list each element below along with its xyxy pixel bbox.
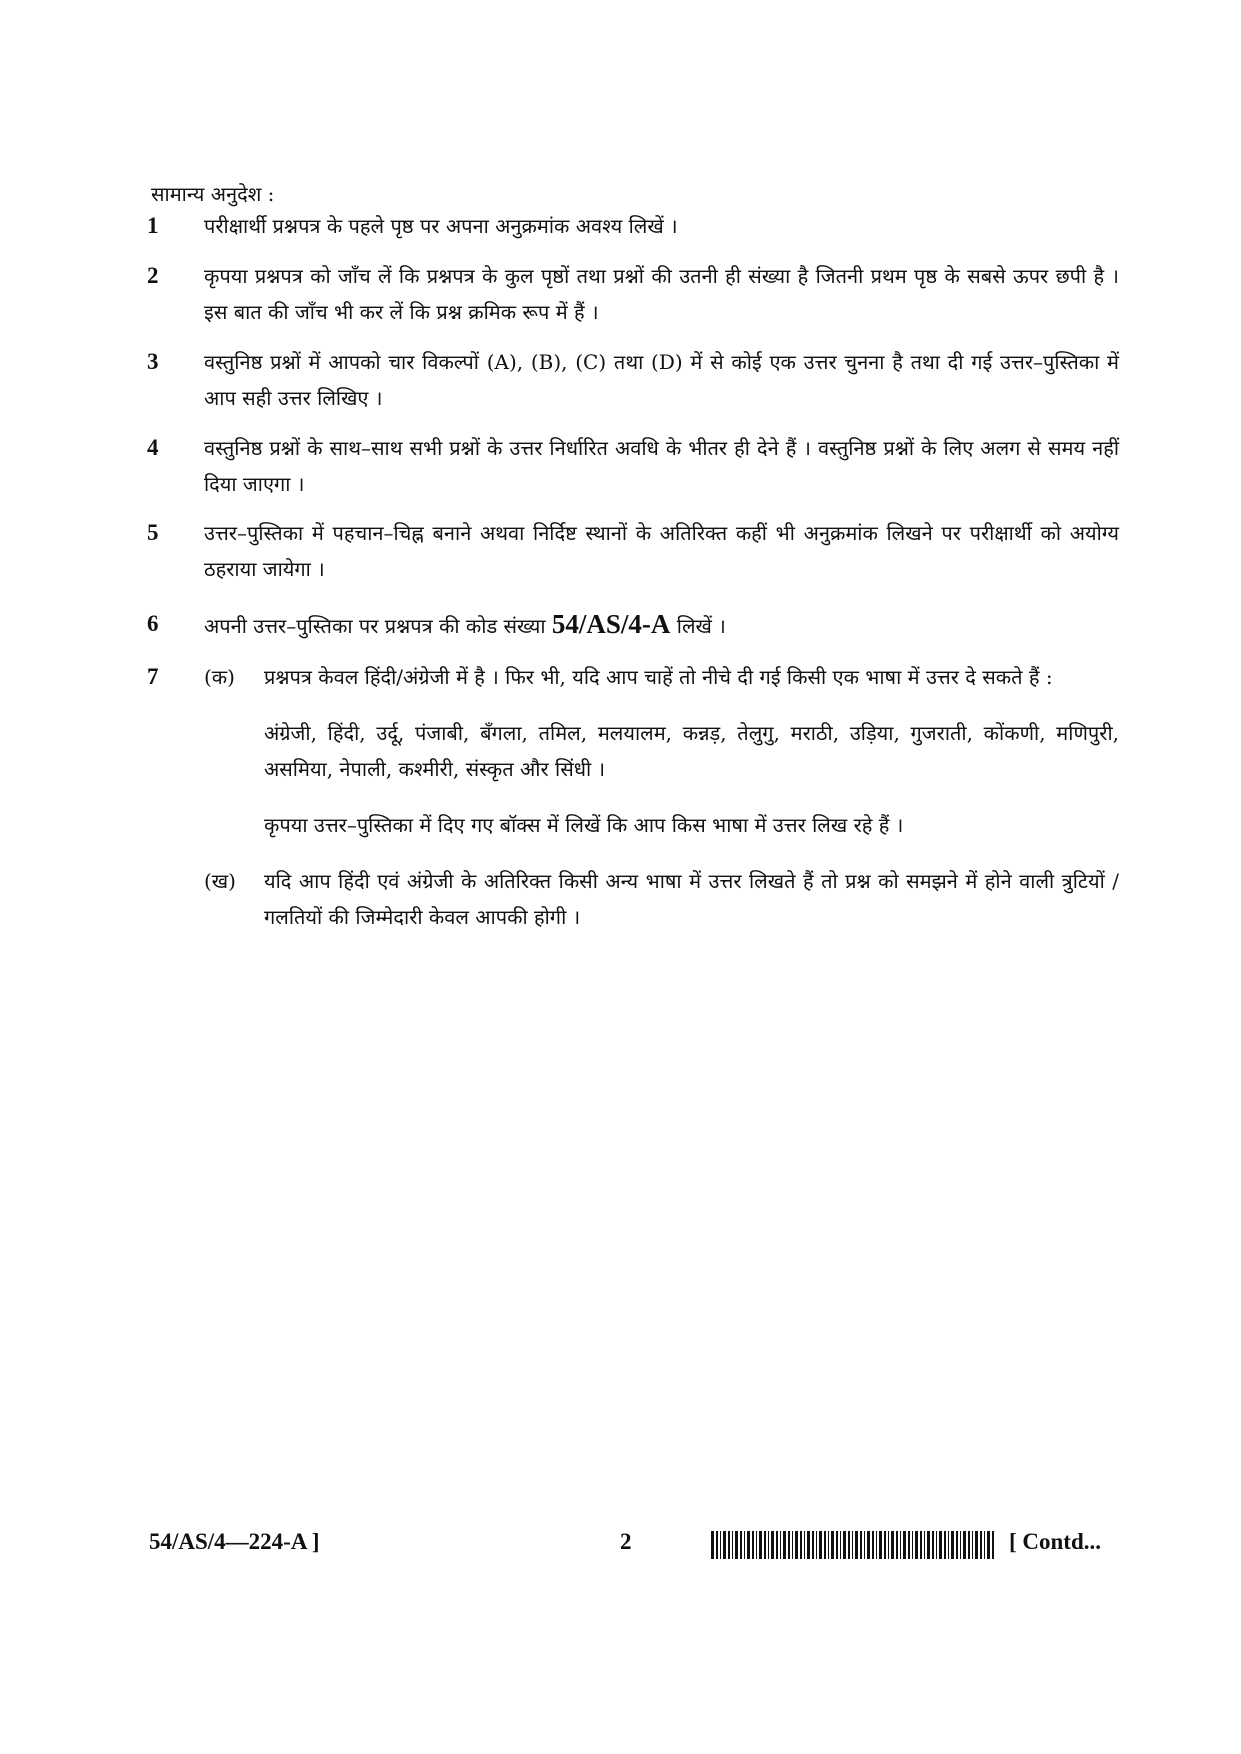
barcode-bar	[812, 1531, 814, 1559]
barcode-bar	[744, 1531, 745, 1559]
instruction-4	[147, 430, 1119, 502]
page-footer	[0, 1523, 1241, 1563]
barcode-bar	[860, 1531, 862, 1559]
barcode-bar	[828, 1531, 829, 1559]
question-paper-code: 54/AS/4-A	[551, 609, 671, 639]
instruction-number: 3	[147, 349, 159, 374]
instruction-number: 7	[147, 664, 159, 689]
instruction-text: वस्तुनिष्ठ प्रश्नों के साथ–साथ सभी प्रश्नों के उत्तर निर्धारित अवधि के भीतर ही देने हैं । वस्तुनिष्ठ प्रश्नों के लिए अलग से समय नहीं दिया जाएगा ।	[204, 436, 1119, 496]
sub-instruction-text: यदि आप हिंदी एवं अंग्रेजी के अतिरिक्त किसी अन्य भाषा में उत्तर लिखते हैं तो प्रश्न को समझने में होने वाली त्रुटियों / गलतियों की जिम्मेदारी केवल आपकी होगी ।	[264, 869, 1119, 929]
barcode-bar	[716, 1531, 718, 1559]
instruction-number: 1	[147, 213, 159, 238]
instruction-1	[147, 208, 1119, 244]
barcode-bar	[843, 1531, 846, 1559]
barcode-bar	[819, 1531, 822, 1559]
instruction-text-after: लिखें ।	[676, 614, 726, 638]
barcode-bar	[804, 1531, 805, 1559]
instruction-3	[147, 344, 1119, 416]
barcode-bar	[896, 1531, 898, 1559]
barcode-bar	[867, 1531, 870, 1559]
barcode-bar	[924, 1531, 925, 1559]
barcode-bar	[728, 1531, 730, 1559]
barcode-bar	[752, 1531, 754, 1559]
barcode-bar	[984, 1531, 985, 1559]
barcode-bar	[840, 1531, 841, 1559]
barcode-bar	[816, 1531, 817, 1559]
barcode-bar	[920, 1531, 922, 1559]
barcode-bar	[891, 1531, 894, 1559]
barcode-bar	[987, 1531, 990, 1559]
barcode-bar	[855, 1531, 858, 1559]
barcode-bar	[740, 1531, 742, 1559]
barcode-bar	[732, 1531, 733, 1559]
barcode-bar	[759, 1531, 762, 1559]
instruction-2	[147, 258, 1119, 330]
barcode-bar	[764, 1531, 766, 1559]
barcode-bar	[927, 1531, 930, 1559]
barcode-bar	[992, 1531, 994, 1559]
barcode-bar	[975, 1531, 978, 1559]
barcode-bar	[872, 1531, 874, 1559]
general-instructions-heading: सामान्य अनुदेश :	[151, 182, 275, 206]
barcode-bar	[980, 1531, 982, 1559]
sub-marker: (ख)	[204, 869, 236, 893]
barcode-bar	[824, 1531, 826, 1559]
barcode-bar	[888, 1531, 889, 1559]
barcode-bar	[807, 1531, 810, 1559]
barcode-bar	[783, 1531, 786, 1559]
instruction-number: 2	[147, 263, 159, 288]
barcode-bar	[884, 1531, 886, 1559]
barcode-bar	[968, 1531, 970, 1559]
barcode-bar	[836, 1531, 838, 1559]
barcode-bar	[795, 1531, 798, 1559]
instruction-text	[204, 606, 1119, 644]
page-number: 2	[620, 1529, 632, 1554]
barcode-bar	[848, 1531, 850, 1559]
barcode-bar	[723, 1531, 726, 1559]
barcode-bar	[776, 1531, 778, 1559]
barcode-icon	[711, 1531, 996, 1559]
barcode-bar	[747, 1531, 750, 1559]
barcode-bar	[956, 1531, 958, 1559]
barcode-bar	[912, 1531, 913, 1559]
sub-instruction-text: प्रश्नपत्र केवल हिंदी/अंग्रेजी में है । फिर भी, यदि आप चाहें तो नीचे दी गई किसी एक भाषा में उत्तर दे सकते हैं :	[264, 665, 1053, 689]
instruction-7	[147, 659, 1119, 935]
barcode-bar	[932, 1531, 934, 1559]
barcode-bar	[711, 1531, 714, 1559]
instruction-text: परीक्षार्थी प्रश्नपत्र के पहले पृष्ठ पर अपना अनुक्रमांक अवश्य लिखें ।	[204, 214, 678, 238]
instruction-text	[204, 659, 1119, 935]
language-list: अंग्रेजी, हिंदी, उर्दू, पंजाबी, बँगला, तमिल, मलयालम, कन्नड़, तेलुगु, मराठी, उड़िया, गुजराती, कोंकणी, मणिपुरी, असमिया, नेपाली, कश्मीरी, संस्कृत और सिंधी ।	[264, 721, 1119, 781]
paper-code-footer: 54/AS/4—224-A ]	[149, 1529, 320, 1554]
barcode-bar	[948, 1531, 949, 1559]
instruction-number: 5	[147, 520, 159, 545]
barcode-bar	[852, 1531, 853, 1559]
barcode-bar	[936, 1531, 937, 1559]
barcode-bar	[900, 1531, 901, 1559]
sub-instruction-b	[204, 863, 1119, 935]
barcode-bar	[792, 1531, 793, 1559]
sub-instruction-a	[204, 659, 1119, 843]
instruction-text: उत्तर–पुस्तिका में पहचान–चिह्न बनाने अथवा निर्दिष्ट स्थानों के अतिरिक्त कहीं भी अनुक्रमांक लिखने पर परीक्षार्थी को अयोग्य ठहराया जायेगा ।	[204, 521, 1119, 581]
barcode-bar	[963, 1531, 966, 1559]
continued-label: [ Contd...	[1009, 1529, 1102, 1554]
barcode-bar	[960, 1531, 961, 1559]
instruction-6	[147, 606, 1119, 644]
barcode-bar	[944, 1531, 946, 1559]
barcode-bar	[771, 1531, 774, 1559]
barcode-bar	[915, 1531, 918, 1559]
barcode-bar	[876, 1531, 877, 1559]
barcode-bar	[864, 1531, 865, 1559]
barcode-bar	[951, 1531, 954, 1559]
instruction-text: कृपया प्रश्नपत्र को जाँच लें कि प्रश्नपत्र के कुल पृष्ठों तथा प्रश्नों की उतनी ही संख्या है जितनी प्रथम पृष्ठ के सबसे ऊपर छपी है । इस बात की जाँच भी कर लें कि प्रश्न क्रमिक रूप में हैं ।	[204, 264, 1119, 324]
barcode-bar	[735, 1531, 738, 1559]
barcode-bar	[908, 1531, 910, 1559]
sub-marker: (क)	[204, 665, 235, 689]
barcode-bar	[720, 1531, 721, 1559]
language-box-note: कृपया उत्तर–पुस्तिका में दिए गए बॉक्स में लिखें कि आप किस भाषा में उत्तर लिख रहे हैं ।	[264, 813, 904, 837]
barcode-bar	[780, 1531, 781, 1559]
barcode-bar	[756, 1531, 757, 1559]
instruction-5	[147, 515, 1119, 587]
instruction-number: 4	[147, 435, 159, 460]
barcode-bar	[972, 1531, 973, 1559]
barcode-bar	[768, 1531, 769, 1559]
barcode-bar	[939, 1531, 942, 1559]
barcode-bar	[831, 1531, 834, 1559]
barcode-bar	[800, 1531, 802, 1559]
instruction-text-before: अपनी उत्तर–पुस्तिका पर प्रश्नपत्र की कोड संख्या	[204, 614, 546, 638]
barcode-bar	[903, 1531, 906, 1559]
instruction-text: वस्तुनिष्ठ प्रश्नों में आपको चार विकल्पों (A), (B), (C) तथा (D) में से कोई एक उत्तर चुनना है तथा दी गई उत्तर–पुस्तिका में आप सही उत्तर लिखिए ।	[204, 350, 1119, 410]
instruction-number: 6	[147, 611, 159, 636]
barcode-bar	[879, 1531, 882, 1559]
barcode-bar	[788, 1531, 790, 1559]
